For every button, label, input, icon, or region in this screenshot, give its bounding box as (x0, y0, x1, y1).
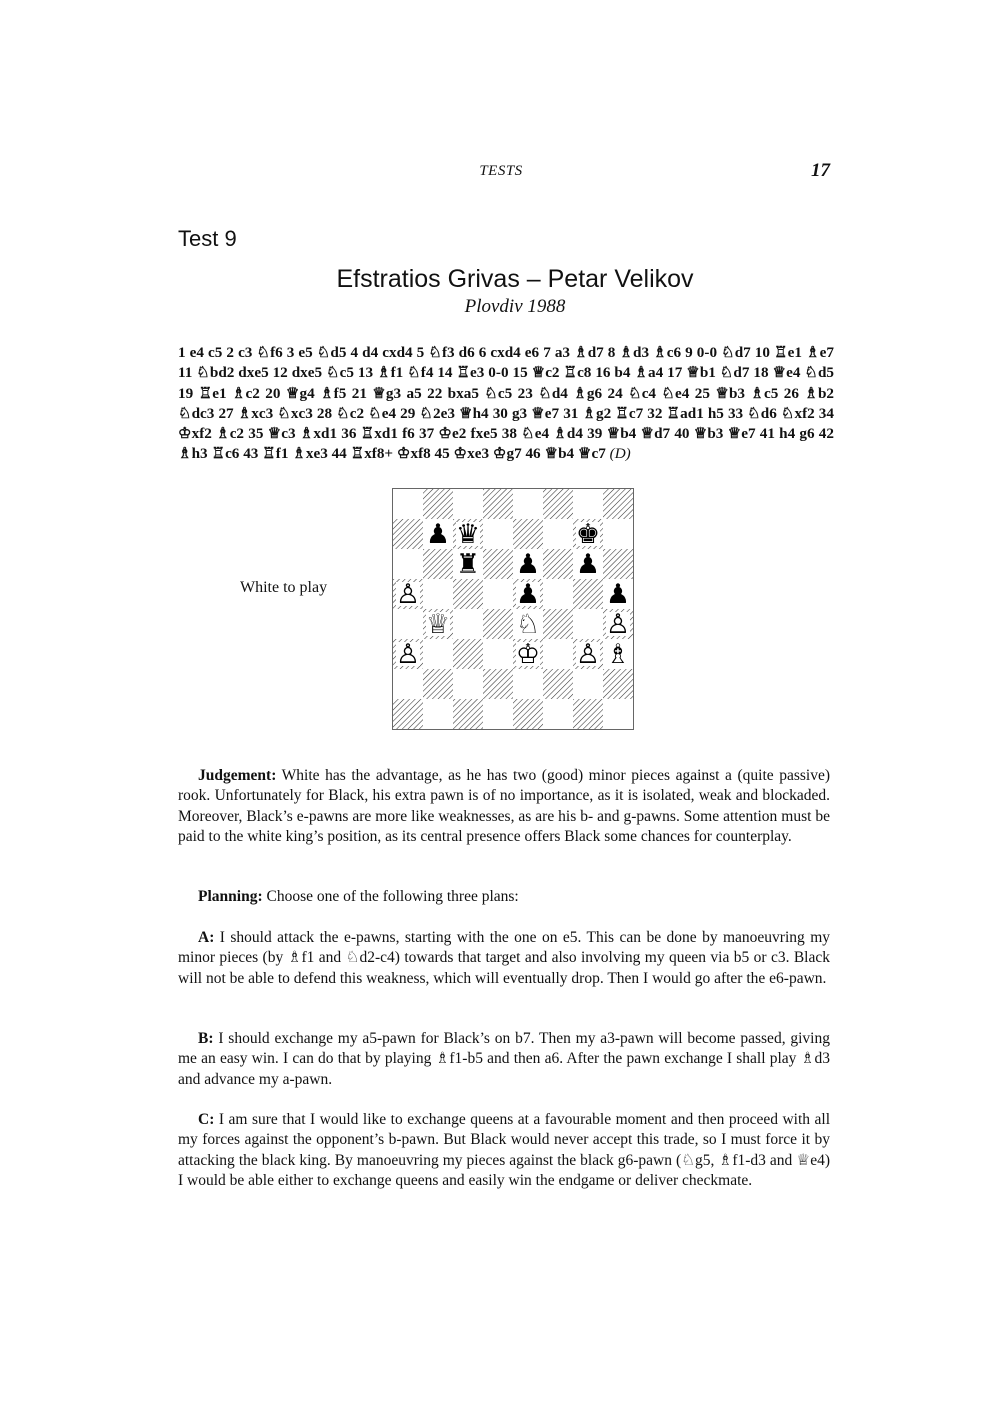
square-h1 (603, 699, 633, 729)
black-pawn-b7: ♟ (425, 519, 451, 550)
square-b2 (423, 669, 453, 699)
judgement-paragraph (178, 766, 830, 848)
square-g2 (573, 669, 603, 699)
square-g1 (573, 699, 603, 729)
running-head (172, 160, 830, 184)
game-place: Plovdiv 1988 (464, 296, 566, 317)
planning-lead: Planning: (198, 888, 263, 905)
plan-a-lead: A: (198, 929, 215, 946)
square-d1 (483, 699, 513, 729)
game-moves (178, 343, 834, 465)
black-queen-c7: ♛ (455, 519, 481, 550)
square-f3 (543, 639, 573, 669)
black-pawn-e5: ♟ (515, 579, 541, 610)
square-f1 (543, 699, 573, 729)
white-king-e3: ♔ (515, 639, 541, 670)
square-c3 (453, 639, 483, 669)
running-title: TESTS (479, 163, 523, 179)
square-a7 (393, 519, 423, 549)
square-d6 (483, 549, 513, 579)
square-b8 (423, 489, 453, 519)
square-c5 (453, 579, 483, 609)
black-pawn-h5: ♟ (605, 579, 631, 610)
white-pawn-h4: ♙ (605, 609, 631, 640)
square-f2 (543, 669, 573, 699)
white-pawn-a5: ♙ (395, 579, 421, 610)
square-c1 (453, 699, 483, 729)
black-pawn-g6: ♟ (575, 549, 601, 580)
square-e8 (513, 489, 543, 519)
square-a4 (393, 609, 423, 639)
white-pawn-a3: ♙ (395, 639, 421, 670)
plan-c-text: I am sure that I would like to exchange queens at a favourable moment and then proceed with all my forces against the opponent’s b-pawn. But Black would never accept this trade, so I must force it by attacking the black king. By manoeuvring my pieces against the black g6-pawn (♘g5, ♗f1-d3 and ♕e4) I would be able either to exchange queens and easily win the endgame or deliver checkmate. (178, 1111, 831, 1190)
square-g8 (573, 489, 603, 519)
diagram-reference: (D) (609, 445, 631, 463)
plan-a-text: I should attack the e-pawns, starting with the one on e5. This can be done by manoeuvring my minor pieces (by ♗f1 and ♘d2-c4) towards that target and also involving my queen via b5 or c3. Black will not be able to defend this weakness, which will eventually drop. Then I would go after the e6-pawn. (178, 929, 831, 987)
white-pawn-g3: ♙ (575, 639, 601, 670)
square-d2 (483, 669, 513, 699)
black-king-g7: ♚ (575, 519, 601, 550)
square-c4 (453, 609, 483, 639)
square-f5 (543, 579, 573, 609)
plan-b-paragraph (178, 1029, 830, 1090)
plan-b-text: I should exchange my a5-pawn for Black’s on b7. Then my a3-pawn will become passed, giving me an easy win. I can do that by playing ♗f1-b5 and then a6. After the pawn exchange I shall play ♗d3 and advance my a-pawn. (178, 1030, 830, 1088)
square-a1 (393, 699, 423, 729)
white-bishop-h3: ♗ (605, 639, 631, 670)
square-g4 (573, 609, 603, 639)
black-rook-c6: ♜ (455, 549, 481, 580)
square-e7 (513, 519, 543, 549)
judgement-text: White has the advantage, as he has two (good) minor pieces against a (quite passive) rook. Unfortunately for Black, his extra pawn is of no importance, as it is isolated, weak and blockaded. Moreover, Black’s e-pawns are more like weaknesses, as are his b- and g-pawns. Some attention must be paid to the white king’s position, as its central presence offers Black some chances for counterplay. (178, 767, 830, 846)
square-g5 (573, 579, 603, 609)
square-h7 (603, 519, 633, 549)
move-list: 1 e4 c5 2 c3 ♘f6 3 e5 ♘d5 4 d4 cxd4 5 ♘f3 d6 6 cxd4 e6 7 a3 ♗d7 8 ♗d3 ♗c6 9 0-0 ♘d7 10 ♖e1 ♗e7 11 ♘bd2 dxe5 12 dxe5 ♘c5 13 ♗f1 ♘f4 14 ♖e3 0-0 15 ♕c2 ♖c8 16 b4 ♗a4 17 ♕b1 ♘d7 18 ♕e4 ♘d5 19 ♖e1 ♗c2 20 ♕g4 ♗f5 21 ♕g3 a5 22 bxa5 ♘c5 23 ♘d4 ♗g6 24 ♘c4 ♘e4 25 ♕b3 ♗c5 26 ♗b2 ♘dc3 27 ♗xc3 ♘xc3 28 ♘c2 ♘e4 29 ♘2e3 ♕h4 30 g3 ♕e7 31 ♗g2 ♖c7 32 ♖ad1 h5 33 ♘d6 ♘xf2 34 ♔xf2 ♗c2 35 ♕c3 ♗xd1 36 ♖xd1 f6 37 ♔e2 fxe5 38 ♘e4 ♗d4 39 ♕b4 ♕d7 40 ♕b3 ♕e7 41 h4 g6 42 ♗h3 ♖c6 43 ♖f1 ♗xe3 44 ♖xf8+ ♔xf8 45 ♔xe3 ♔g7 46 ♕b4 ♕c7 (178, 344, 834, 463)
square-f8 (543, 489, 573, 519)
chess-board (393, 489, 633, 729)
plan-b-lead: B: (198, 1030, 214, 1047)
square-c2 (453, 669, 483, 699)
test-heading: Test 9 (178, 226, 237, 251)
plan-c-lead: C: (198, 1111, 215, 1128)
square-c8 (453, 489, 483, 519)
square-a6 (393, 549, 423, 579)
square-h6 (603, 549, 633, 579)
square-e2 (513, 669, 543, 699)
game-title: Efstratios Grivas – Petar Velikov (336, 265, 694, 293)
square-d4 (483, 609, 513, 639)
square-f7 (543, 519, 573, 549)
square-a8 (393, 489, 423, 519)
square-a2 (393, 669, 423, 699)
judgement-lead: Judgement: (198, 767, 277, 784)
black-pawn-e6: ♟ (515, 549, 541, 580)
square-b5 (423, 579, 453, 609)
planning-text: Choose one of the following three plans: (266, 888, 519, 905)
white-queen-b4: ♕ (425, 609, 451, 640)
square-d7 (483, 519, 513, 549)
chess-diagram (392, 488, 634, 730)
white-knight-e4: ♘ (515, 609, 541, 640)
square-f4 (543, 609, 573, 639)
square-d5 (483, 579, 513, 609)
square-h2 (603, 669, 633, 699)
planning-paragraph (178, 887, 830, 907)
square-b3 (423, 639, 453, 669)
square-e1 (513, 699, 543, 729)
square-b1 (423, 699, 453, 729)
diagram-caption: White to play (240, 579, 328, 596)
square-d8 (483, 489, 513, 519)
square-f6 (543, 549, 573, 579)
square-b6 (423, 549, 453, 579)
square-d3 (483, 639, 513, 669)
square-h8 (603, 489, 633, 519)
plan-c-paragraph (178, 1110, 830, 1192)
plan-a-paragraph (178, 928, 830, 989)
page-number: 17 (811, 160, 830, 181)
